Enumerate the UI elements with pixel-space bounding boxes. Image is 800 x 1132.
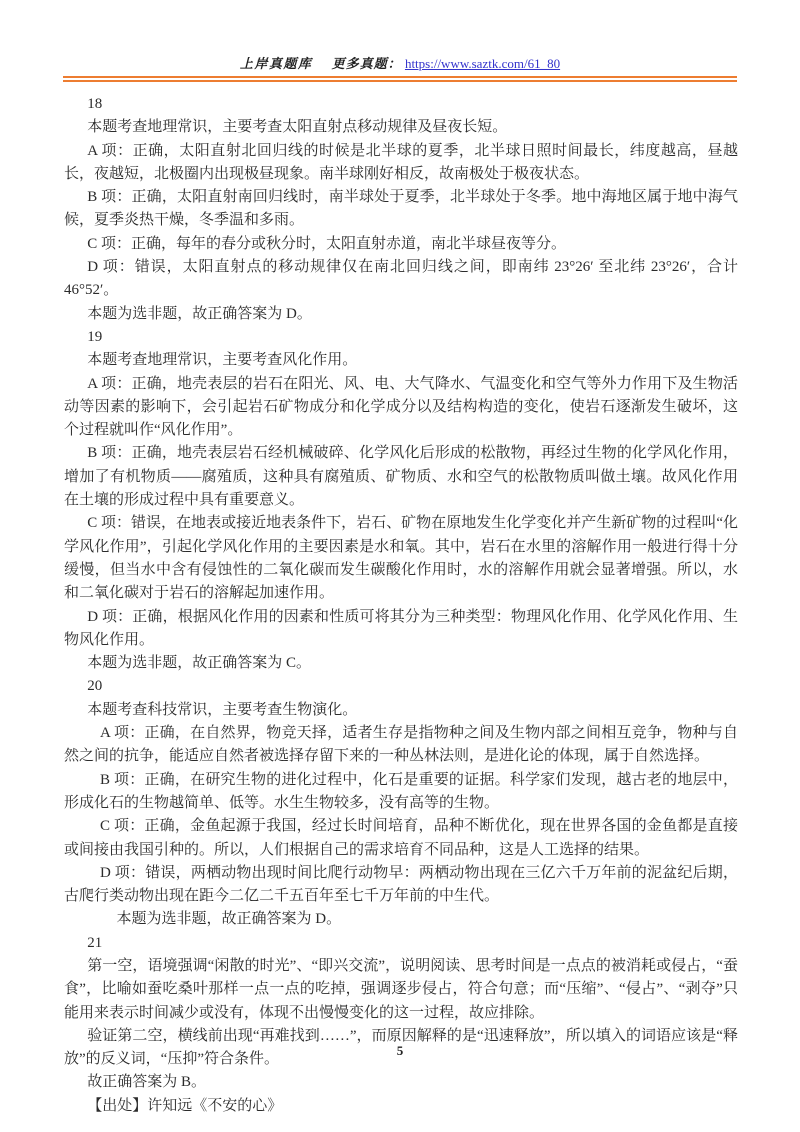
page-header: [63, 53, 737, 82]
document-body: [64, 93, 738, 1118]
question-number: 21: [87, 934, 103, 951]
paragraph: 本题为选非题，故正确答案为 D。: [87, 305, 312, 322]
page-footer: [0, 1043, 800, 1059]
header-rule: [63, 76, 737, 82]
paragraph: 本题为选非题，故正确答案为 D。: [116, 911, 342, 928]
paragraph: D 项：错误，太阳直射点的移动规律仅在南北回归线之间，即南纬 23°26′ 至北纬 23°26′，合计 46°52′。: [64, 259, 738, 299]
header-text-line: [63, 53, 737, 72]
question-number: 19: [87, 328, 103, 345]
brand-text: 上岸真题库: [239, 56, 313, 71]
paragraph: C 项：错误，在地表或接近地表条件下，岩石、矿物在原地发生化学变化并产生新矿物的过程叫“化学风化作用”，引起化学风化作用的主要因素是水和氧。其中，岩石在水里的溶解作用一般进行得十分缓慢，但当水中含有侵蚀性的二氧化碳而发生碳酸化作用时，水的溶解作用就会显著增强。所以，水和二氧化碳对于岩石的溶解起加速作用。: [64, 515, 738, 602]
question-number: 20: [87, 678, 103, 695]
paragraph: B 项：正确，地壳表层岩石经机械破碎、化学风化后形成的松散物，再经过生物的化学风化作用，增加了有机物质——腐殖质，这种具有腐殖质、矿物质、水和空气的松散物质叫做土壤。故风化作用在土壤的形成过程中具有重要意义。: [64, 445, 738, 509]
paragraph: A 项：正确，地壳表层的岩石在阳光、风、电、大气降水、气温变化和空气等外力作用下及生物活动等因素的影响下，会引起岩石矿物成分和化学成分以及结构构造的变化，使岩石逐渐发生破坏，这个过程就叫作“风化作用”。: [64, 375, 738, 439]
paragraph: C 项：正确，每年的春分或秋分时，太阳直射赤道，南北半球昼夜等分。: [87, 235, 567, 252]
paragraph: 本题为选非题，故正确答案为 C。: [87, 655, 312, 672]
paragraph: A 项：正确，在自然界，物竞天择，适者生存是指物种之间及生物内部之间相互竞争，物种与自然之间的抗争，能适应自然者被选择存留下来的一种丛林法则，是进化论的体现，属于自然选择。: [64, 725, 738, 765]
paragraph: D 项：错误，两栖动物出现时间比爬行动物早：两栖动物出现在三亿六千万年前的泥盆纪后期，古爬行类动物出现在距今二亿二千五百年至七千万年前的中生代。: [64, 864, 738, 905]
paragraph: 【出处】许知远《不安的心》: [87, 1097, 283, 1114]
paragraph: D 项：正确，根据风化作用的因素和性质可将其分为三种类型：物理风化作用、化学风化作用、生物风化作用。: [64, 608, 738, 648]
paragraph: 验证第二空，横线前出现“再难找到……”，而原因解释的是“迅速释放”，所以填入的词语应该是“释放”的反义词，“压抑”符合条件。: [64, 1027, 738, 1068]
paragraph: 本题考查地理常识，主要考查太阳直射点移动规律及昼夜长短。: [87, 119, 508, 136]
paragraph: 第一空，语境强调“闲散的时光”、“即兴交流”，说明阅读、思考时间是一点点的被消耗或侵占，“蚕食”，比喻如蚕吃桑叶那样一点一点的吃掉，强调逐步侵占，符合句意；而“压缩”、“侵占”、“剥夺”只能用来表示时间减少或没有，体现不出慢慢变化的这一过程，故应排除。: [64, 957, 738, 1021]
paragraph: B 项：正确，在研究生物的进化过程中，化石是重要的证据。科学家们发现，越古老的地层中，形成化石的生物越简单、低等。水生生物较多，没有高等的生物。: [64, 771, 738, 811]
paragraph: 本题考查地理常识，主要考查风化作用。: [87, 352, 358, 369]
paragraph: B 项：正确，太阳直射南回归线时，南半球处于夏季，北半球处于冬季。地中海地区属于地中海气候，夏季炎热干燥，冬季温和多雨。: [64, 189, 738, 229]
question-number: 18: [87, 96, 103, 112]
paragraph: 本题考查科技常识，主要考查生物演化。: [87, 701, 358, 718]
header-link[interactable]: https://www.saztk.com/61_80: [404, 56, 561, 71]
page-number: 5: [396, 1043, 404, 1058]
more-questions-label: 更多真题：: [331, 56, 402, 71]
paragraph: A 项：正确，太阳直射北回归线的时候是北半球的夏季，北半球日照时间最长，纬度越高，昼越长，夜越短，北极圈内出现极昼现象。南半球刚好相反，故南极处于极夜状态。: [64, 142, 738, 182]
paragraph: C 项：正确，金鱼起源于我国，经过长时间培育，品种不断优化，现在世界各国的金鱼都是直接或间接由我国引种的。所以，人们根据自己的需求培育不同品种，这是人工选择的结果。: [64, 818, 738, 858]
paragraph: 故正确答案为 B。: [87, 1074, 207, 1091]
